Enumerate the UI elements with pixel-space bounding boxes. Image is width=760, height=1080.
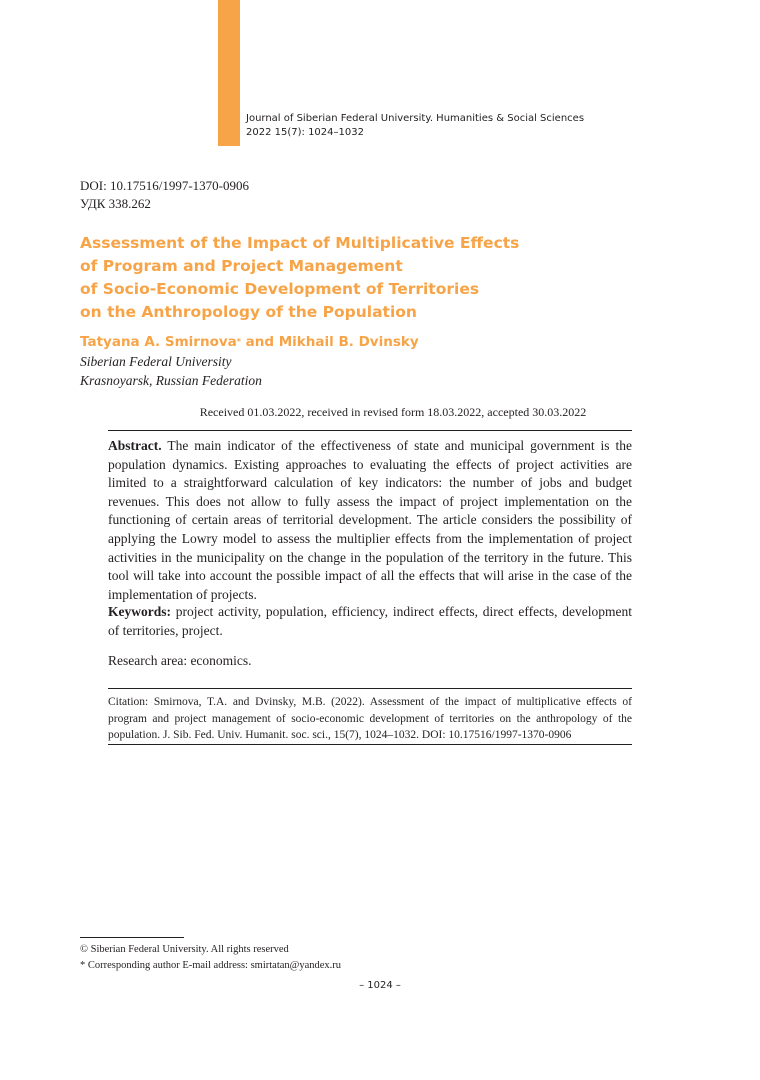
keywords-label: Keywords: (108, 604, 171, 619)
author-name-second: and Mikhail B. Dvinsky (240, 334, 419, 350)
research-area: Research area: economics. (108, 653, 252, 668)
corresponding-marker: * (236, 337, 241, 346)
keywords (108, 603, 632, 640)
corresponding-author-footnote: * Corresponding author E-mail address: smirtatan@yandex.ru (80, 960, 342, 971)
title-line: on the Anthropology of the Population (80, 303, 417, 321)
author-name: Tatyana A. Smirnova (80, 334, 237, 350)
received-dates: Received 01.03.2022, received in revised form 18.03.2022, accepted 30.03.2022 (199, 405, 587, 419)
footnote-rule (80, 937, 184, 938)
keywords-text: project activity, population, efficiency, indirect effects, direct effects, development of territories, project. (108, 604, 632, 638)
journal-header (246, 112, 584, 140)
citation-bottom-rule (108, 744, 632, 745)
udk-code: УДК 338.262 (80, 196, 151, 211)
citation-top-rule (108, 688, 632, 689)
citation: Citation: Smirnova, T.A. and Dvinsky, M.B. (2022). Assessment of the impact of multiplicative effects of program and project management of socio-economic development of territories on the anthropology of the population. J. Sib. Fed. Univ. Humanit. soc. sci., 15(7), 1024–1032. DOI: 10.17516/1997-1370-0906 (108, 696, 632, 741)
doi: DOI: 10.17516/1997-1370-0906 (80, 178, 249, 193)
abstract-label: Abstract. (108, 438, 162, 453)
page-number: – 1024 – (359, 980, 401, 991)
title-line: of Program and Project Management (80, 257, 403, 275)
abstract (108, 437, 632, 604)
abstract-text: The main indicator of the effectiveness of state and municipal government is the population dynamics. Existing approaches to evaluating the effects of project activities are limited to a straightforward calculation of key indicators: the number of jobs and budget revenues. This does not allow to fully assess the impact of project implementation on the functioning of certain areas of territorial development. The article considers the possibility of applying the Lowry model to assess the multiplier effects from the implementation of project activities in the municipality on the change in the population of the territory in the future. This tool will take into account the possible impact of all the effects that will arise in the case of the implementation of projects. (108, 438, 632, 602)
journal-name: Journal of Siberian Federal University. Humanities & Social Sciences (246, 113, 585, 124)
affiliation-location: Krasnoyarsk, Russian Federation (80, 373, 262, 388)
affiliation-university: Siberian Federal University (80, 354, 232, 369)
article-identifiers (80, 177, 249, 213)
journal-volume: 2022 15(7): 1024–1032 (246, 127, 364, 138)
abstract-top-rule (108, 430, 632, 431)
header-accent-bar (218, 0, 240, 146)
title-line: Assessment of the Impact of Multiplicative Effects (80, 234, 520, 252)
authors (80, 333, 419, 351)
copyright-footnote: © Siberian Federal University. All rights reserved (80, 944, 289, 955)
article-title (80, 232, 640, 324)
title-line: of Socio-Economic Development of Territories (80, 280, 480, 298)
affiliation (80, 352, 262, 390)
